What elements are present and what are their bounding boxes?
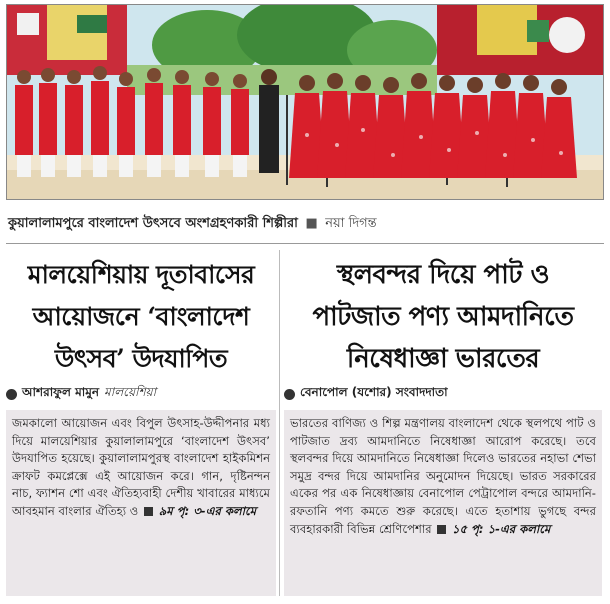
event-photo xyxy=(6,4,604,200)
left-body xyxy=(6,410,276,596)
divider xyxy=(6,243,604,244)
jump-square-icon xyxy=(437,525,446,534)
caption-source: নয়া দিগন্ত xyxy=(325,216,377,231)
body-text: জমকালো আয়োজন এবং বিপুল উৎসাহ-উদ্দীপনার মধ্য দিয়ে মালয়েশিয়ার কুয়ালালামপুরে ‘বাংলাদেশ উৎসব’ উদযাপিত হয়েছে। কুয়ালালামপুরস্থ বাংলাদেশ হাইকমিশন ক্রাফট কমপ্লেক্সে এই আয়োজন করে। গান, দৃষ্টিনন্দন নাচ, ফ্যাশন শো এবং ঐতিহ্যবাহী দেশীয় খাবারের মাধ্যমে আবহমান বাংলার ঐতিহ্য ও xyxy=(12,416,270,518)
caption-text: কুয়ালালামপুরে বাংলাদেশ উৎসবে অংশগ্রহণকারী শিল্পীরা xyxy=(8,216,298,231)
stage-photo-icon xyxy=(7,5,604,200)
bullet-icon xyxy=(6,389,17,400)
headline-line: মালয়েশিয়ায় দূতাবাসের xyxy=(27,260,255,289)
headline-line: উৎসব’ উদযাপিত xyxy=(54,344,228,373)
left-article xyxy=(6,250,276,596)
jump-link[interactable]: ৯ম পৃ: ৩-এর কলামে xyxy=(158,503,257,518)
headline-line: নিষেধাজ্ঞা ভারতের xyxy=(346,344,540,374)
jump-link[interactable]: ১৫ পৃ: ১-এর কলামে xyxy=(451,521,551,536)
byline-location: মালয়েশিয়া xyxy=(104,385,157,399)
byline-name: বেনাপোল (যশোর) সংবাদদাতা xyxy=(300,385,448,399)
byline-name: আশরাফুল মামুন xyxy=(22,385,100,399)
photo-caption xyxy=(8,214,602,236)
left-byline xyxy=(6,384,276,404)
bullet-icon xyxy=(284,389,295,400)
headline-line: স্থলবন্দর দিয়ে পাট ও xyxy=(336,260,550,290)
jump-square-icon xyxy=(144,507,153,516)
right-headline[interactable] xyxy=(284,250,602,378)
square-icon: ■ xyxy=(305,216,318,231)
right-byline xyxy=(284,384,602,404)
column-divider xyxy=(279,250,280,596)
body-text: ভারতের বাণিজ্য ও শিল্প মন্ত্রণালয় বাংলাদেশ থেকে স্থলপথে পাট ও পাটজাত দ্রব্য আমদানিতে নিষেধাজ্ঞা আরোপ করেছে। তবে স্থলবন্দর দিয়ে আমদানিতে নিষেধাজ্ঞা দিলেও ভারতের নহাভা শেভা সমুদ্র বন্দর দিয়ে আমদানির অনুমোদন দিয়েছে। ভারত সরকারের একের পর এক নিষেধাজ্ঞায় বেনাপোল পেট্রাপোল বন্দরে আমদানি-রফতানি পণ্য কমতে শুরু করেছে। এতে হতাশায় ভুগছে বন্দর ব্যবহারকারী বিভিন্ন শ্রেণিপেশার xyxy=(290,416,596,536)
headline-line: আয়োজনে ‘বাংলাদেশ xyxy=(32,302,250,331)
headline-line: পাটজাত পণ্য আমদানিতে xyxy=(312,302,574,332)
right-body xyxy=(284,410,602,596)
right-article xyxy=(284,250,602,596)
left-headline[interactable] xyxy=(6,250,276,378)
